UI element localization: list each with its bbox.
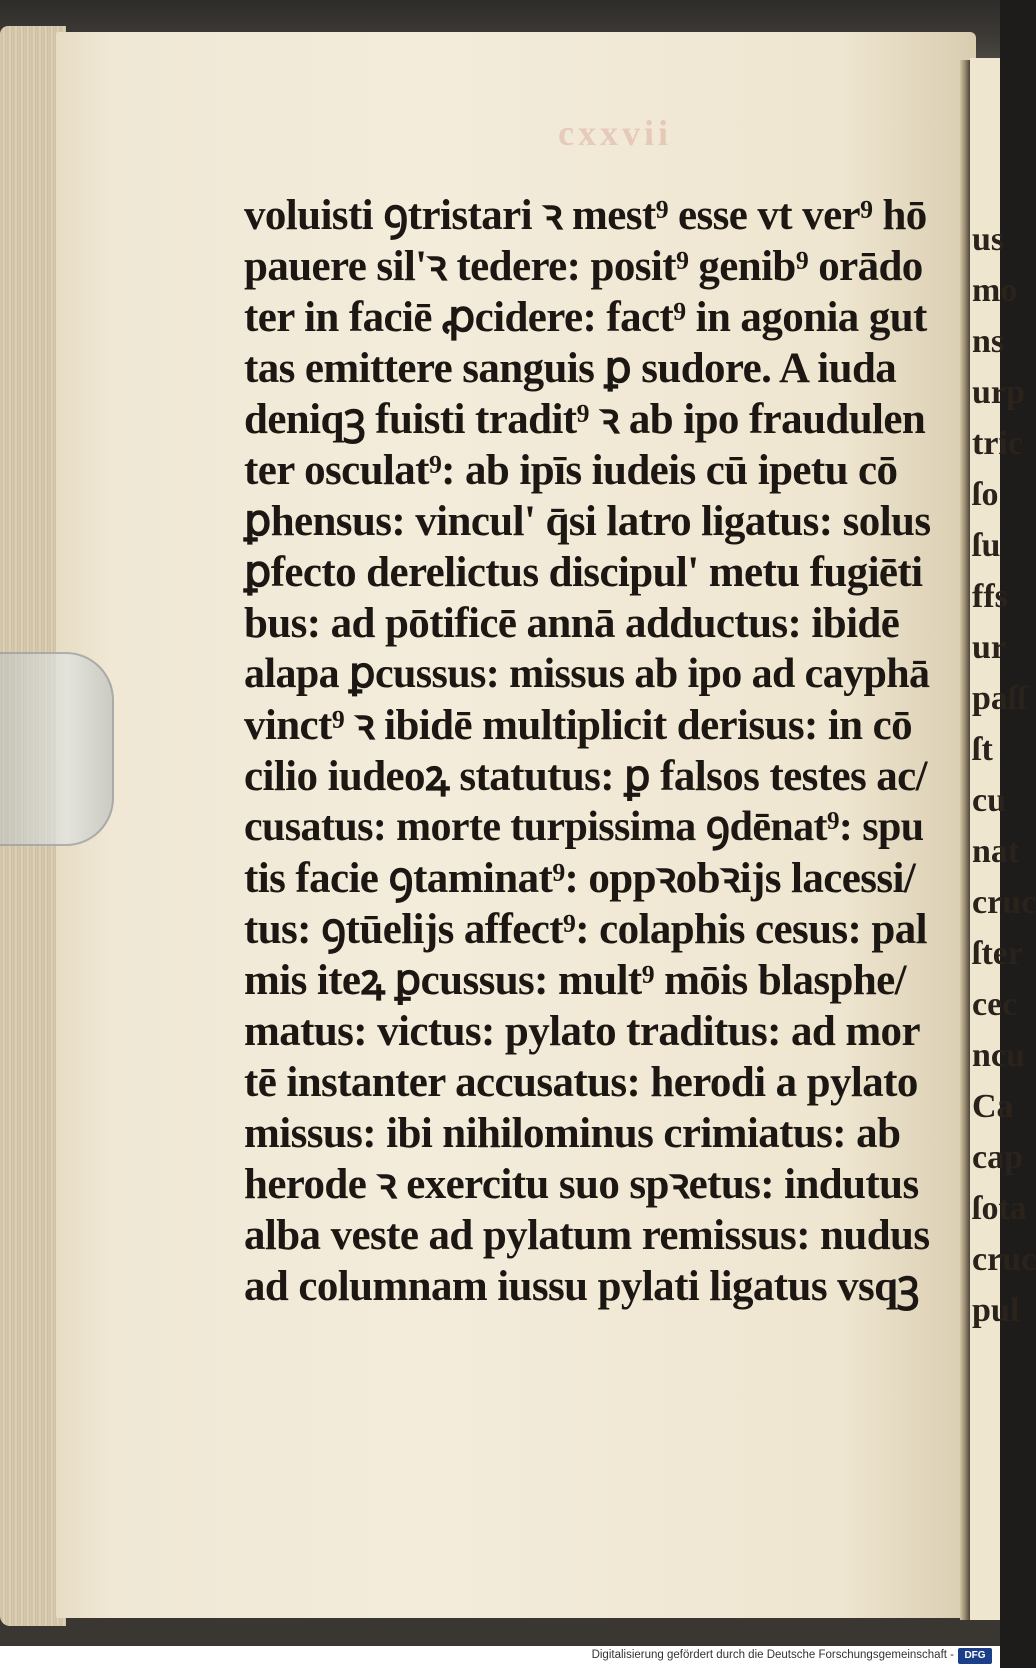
text-line: alba veste ad pylatum remissus: nudus bbox=[244, 1212, 930, 1259]
facing-page-fragment: ur bbox=[972, 629, 1006, 666]
facing-page-fragment: cruc bbox=[972, 1241, 1036, 1278]
text-line: ter osculat⁹: ab ipīs iudeis cū ipetu cō bbox=[244, 447, 898, 494]
text-line: deniqꝫ fuisti tradit⁹ ꝛ ab ipo fraudulen bbox=[244, 396, 926, 443]
facing-page-fragment: us bbox=[972, 221, 1005, 258]
facing-page-fragment: pul bbox=[972, 1292, 1020, 1329]
text-line: voluisti ꝯtristari ꝛ mest⁹ esse vt ver⁹ hō bbox=[244, 192, 927, 239]
text-line: tis facie ꝯtaminat⁹: oppꝛobꝛijs lacessi/ bbox=[244, 855, 916, 902]
text-line: ter in faciē ꝓcidere: fact⁹ in agonia gut bbox=[244, 294, 927, 341]
facing-page-fragment: tric bbox=[972, 425, 1023, 462]
facing-page-fragment: ſo bbox=[972, 476, 999, 513]
text-line: matus: victus: pylato traditus: ad mor bbox=[244, 1008, 920, 1055]
text-line: alapa ꝑcussus: missus ab ipo ad cayphā bbox=[244, 651, 930, 697]
facing-page-fragment: cap bbox=[972, 1139, 1023, 1176]
text-line: tas emittere sanguis ꝑ sudore. A iuda bbox=[244, 345, 897, 392]
funding-credit: Digitalisierung gefördert durch die Deutsche Forschungsgemeinschaft - bbox=[591, 1649, 954, 1661]
facing-page-fragment: mo bbox=[972, 272, 1018, 309]
facing-page-fragment: cu bbox=[972, 782, 1006, 819]
text-line: mis iteꝝ ꝑcussus: mult⁹ mōis blasphe/ bbox=[244, 957, 906, 1004]
facing-page-fragment: paſſ bbox=[972, 680, 1027, 717]
facing-page bbox=[970, 58, 1036, 1620]
text-line: pauere sil'ꝛ tedere: posit⁹ genib⁹ orādo bbox=[244, 243, 923, 290]
text-line: bus: ad pōtificē annā adductus: ibidē bbox=[244, 600, 900, 647]
facing-page-fragment: ſt bbox=[972, 731, 993, 768]
facing-page-fragment: ſota bbox=[972, 1190, 1027, 1227]
text-line: vinct⁹ ꝛ ibidē multiplicit derisus: in cō bbox=[244, 702, 913, 749]
facing-page-fragment: nat bbox=[972, 833, 1020, 870]
facing-page-fragment: urp bbox=[972, 374, 1025, 411]
text-line: ad columnam iussu pylati ligatus vsqꝫ bbox=[244, 1263, 919, 1310]
page-clip bbox=[0, 652, 114, 846]
text-line: herode ꝛ exercitu suo spꝛetus: indutus bbox=[244, 1161, 919, 1208]
facing-page-fragment: ſter bbox=[972, 935, 1023, 972]
dfg-logo: DFG bbox=[958, 1648, 992, 1664]
facing-page-fragment: ncu bbox=[972, 1037, 1025, 1074]
page-folio-heading: cxxvii bbox=[558, 113, 672, 153]
facing-page-fragment: cruc bbox=[972, 884, 1036, 921]
text-line: ꝑfecto derelictus discipul' metu fugiēti bbox=[244, 549, 923, 596]
text-line: tē instanter accusatus: herodi a pylato bbox=[244, 1059, 918, 1106]
text-line: cilio iudeoꝝ statutus: ꝑ falsos testes ac/ bbox=[244, 753, 928, 800]
facing-page-fragment: Ca bbox=[972, 1088, 1014, 1125]
facing-page-fragment: ns bbox=[972, 323, 1005, 360]
facing-page-fragment: ſu bbox=[972, 527, 1001, 564]
book-gutter bbox=[960, 60, 970, 1620]
page-text-block bbox=[244, 190, 934, 1312]
text-line: missus: ibi nihilominus crimiatus: ab bbox=[244, 1110, 901, 1157]
facing-page-fragment: ffs bbox=[972, 578, 1008, 615]
text-line: cusatus: morte turpissima ꝯdēnat⁹: spu bbox=[244, 804, 924, 850]
facing-page-fragment: cec bbox=[972, 986, 1018, 1023]
text-line: tus: ꝯtūelijs affect⁹: colaphis cesus: pal bbox=[244, 906, 927, 953]
text-line: ꝑhensus: vincul' q̄si latro ligatus: solus bbox=[244, 498, 931, 545]
